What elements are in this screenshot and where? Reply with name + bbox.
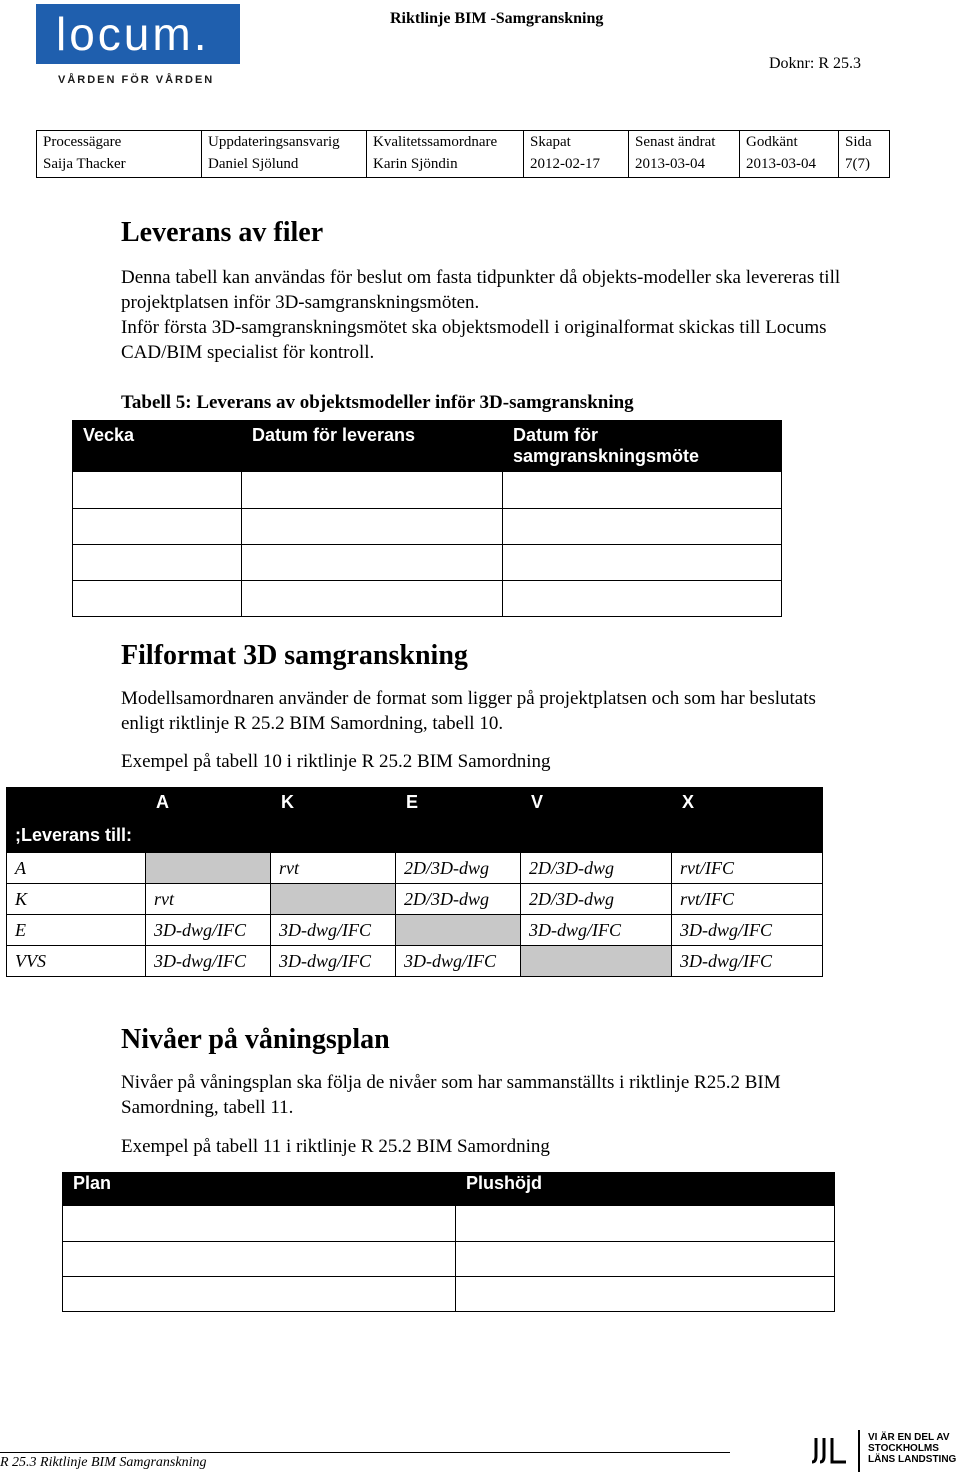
table-cell bbox=[73, 472, 242, 509]
paragraph: Nivåer på våningsplan ska följa de nivåer som har sammanställts i riktlinje R25.2 BIM Samordning, tabell 11. bbox=[121, 1072, 781, 1118]
meta-cell: Senast ändrat 2013-03-04 bbox=[629, 131, 740, 178]
paragraph: Denna tabell kan användas för beslut om fasta tidpunkter då objekts-modeller ska levereras till projektplatsen inför 3D-samgranskningsmöten. bbox=[121, 267, 841, 313]
table-cell: 3D-dwg/IFC bbox=[146, 946, 271, 977]
table-cell: rvt bbox=[271, 853, 396, 884]
table-cell bbox=[271, 884, 396, 915]
row-label: E bbox=[7, 915, 146, 946]
paragraph: Modellsamordnaren använder de format som ligger på projektplatsen och som har beslutats enligt riktlinje R 25.2 BIM Samordning, tabell 10. bbox=[121, 688, 816, 734]
leverans-table bbox=[72, 420, 782, 617]
column-header: X bbox=[672, 788, 823, 853]
table-cell bbox=[456, 1242, 835, 1277]
example-caption: Exempel på tabell 11 i riktlinje R 25.2 BIM Samordning bbox=[121, 1136, 550, 1157]
table-cell bbox=[63, 1277, 456, 1312]
table-cell bbox=[242, 509, 503, 545]
meta-cell: Processägare Saija Thacker bbox=[37, 131, 202, 178]
table-header: Vecka bbox=[73, 421, 242, 472]
table-cell bbox=[521, 946, 672, 977]
sll-mark-icon bbox=[812, 1436, 846, 1464]
table-cell bbox=[63, 1242, 456, 1277]
meta-cell: Skapat 2012-02-17 bbox=[524, 131, 629, 178]
filformat-table bbox=[6, 787, 823, 977]
column-header: E bbox=[396, 788, 521, 853]
table-cell bbox=[242, 581, 503, 617]
row-label: K bbox=[7, 884, 146, 915]
document-title: Riktlinje BIM -Samgranskning bbox=[390, 10, 604, 27]
column-header: V bbox=[521, 788, 672, 853]
column-header: A bbox=[146, 788, 271, 853]
table-cell: rvt bbox=[146, 884, 271, 915]
locum-logo bbox=[36, 4, 240, 90]
table-cell: 3D-dwg/IFC bbox=[271, 915, 396, 946]
table-cell bbox=[73, 581, 242, 617]
heading-filformat: Filformat 3D samgranskning bbox=[121, 640, 468, 671]
table-header: Datum för leverans bbox=[242, 421, 503, 472]
heading-leverans: Leverans av filer bbox=[121, 217, 324, 248]
table-cell: 3D-dwg/IFC bbox=[521, 915, 672, 946]
table-cell: 3D-dwg/IFC bbox=[396, 946, 521, 977]
table-cell bbox=[242, 545, 503, 581]
meta-cell: Kvalitetssamordnare Karin Sjöndin bbox=[367, 131, 524, 178]
table-cell bbox=[456, 1206, 835, 1242]
table-cell bbox=[146, 853, 271, 884]
table-cell: 3D-dwg/IFC bbox=[146, 915, 271, 946]
table-cell bbox=[63, 1206, 456, 1242]
footer-divider bbox=[0, 1452, 730, 1453]
sll-logo bbox=[812, 1430, 960, 1472]
table-cell bbox=[73, 509, 242, 545]
nivaer-table bbox=[62, 1172, 835, 1312]
table-cell bbox=[456, 1277, 835, 1312]
table-cell: rvt/IFC bbox=[672, 853, 823, 884]
table-cell: 2D/3D-dwg bbox=[521, 853, 672, 884]
paragraph: Inför första 3D-samgranskningsmötet ska objektsmodell i originalformat skickas till Locums CAD/BIM specialist för kontroll. bbox=[121, 317, 827, 363]
sll-divider bbox=[858, 1430, 860, 1472]
metadata-table bbox=[36, 130, 890, 178]
row-label: VVS bbox=[7, 946, 146, 977]
example-caption: Exempel på tabell 10 i riktlinje R 25.2 BIM Samordning bbox=[121, 751, 551, 772]
column-header: K bbox=[271, 788, 396, 853]
table-cell: 2D/3D-dwg bbox=[521, 884, 672, 915]
meta-cell: Sida 7(7) bbox=[839, 131, 890, 178]
table-cell: 3D-dwg/IFC bbox=[271, 946, 396, 977]
corner-label: ;Leverans till: bbox=[7, 788, 146, 853]
table-cell bbox=[73, 545, 242, 581]
table-cell: 2D/3D-dwg bbox=[396, 884, 521, 915]
table-cell bbox=[503, 509, 782, 545]
logo-tagline: VÅRDEN FÖR VÅRDEN bbox=[58, 74, 215, 86]
footer-text: R 25.3 Riktlinje BIM Samgranskning bbox=[0, 1455, 207, 1470]
table-header: Plushöjd bbox=[456, 1173, 835, 1206]
table-cell bbox=[242, 472, 503, 509]
heading-nivaer: Nivåer på våningsplan bbox=[121, 1024, 390, 1055]
sll-logo-text: VI ÄR EN DEL AV STOCKHOLMS LÄNS LANDSTING bbox=[868, 1432, 957, 1465]
table-header: Plan bbox=[63, 1173, 456, 1206]
row-label: A bbox=[7, 853, 146, 884]
table-cell bbox=[503, 581, 782, 617]
meta-cell: Godkänt 2013-03-04 bbox=[740, 131, 839, 178]
table-cell: 3D-dwg/IFC bbox=[672, 946, 823, 977]
table-header: Datum för samgranskningsmöte bbox=[503, 421, 782, 472]
document-number: Doknr: R 25.3 bbox=[769, 55, 861, 72]
table-cell: rvt/IFC bbox=[672, 884, 823, 915]
table-cell: 2D/3D-dwg bbox=[396, 853, 521, 884]
meta-cell: Uppdateringsansvarig Daniel Sjölund bbox=[202, 131, 367, 178]
table-cell: 3D-dwg/IFC bbox=[672, 915, 823, 946]
table-caption: Tabell 5: Leverans av objektsmodeller inför 3D-samgranskning bbox=[121, 392, 634, 413]
table-cell bbox=[503, 545, 782, 581]
table-cell bbox=[396, 915, 521, 946]
table-cell bbox=[503, 472, 782, 509]
logo-word: locum. bbox=[56, 8, 210, 60]
